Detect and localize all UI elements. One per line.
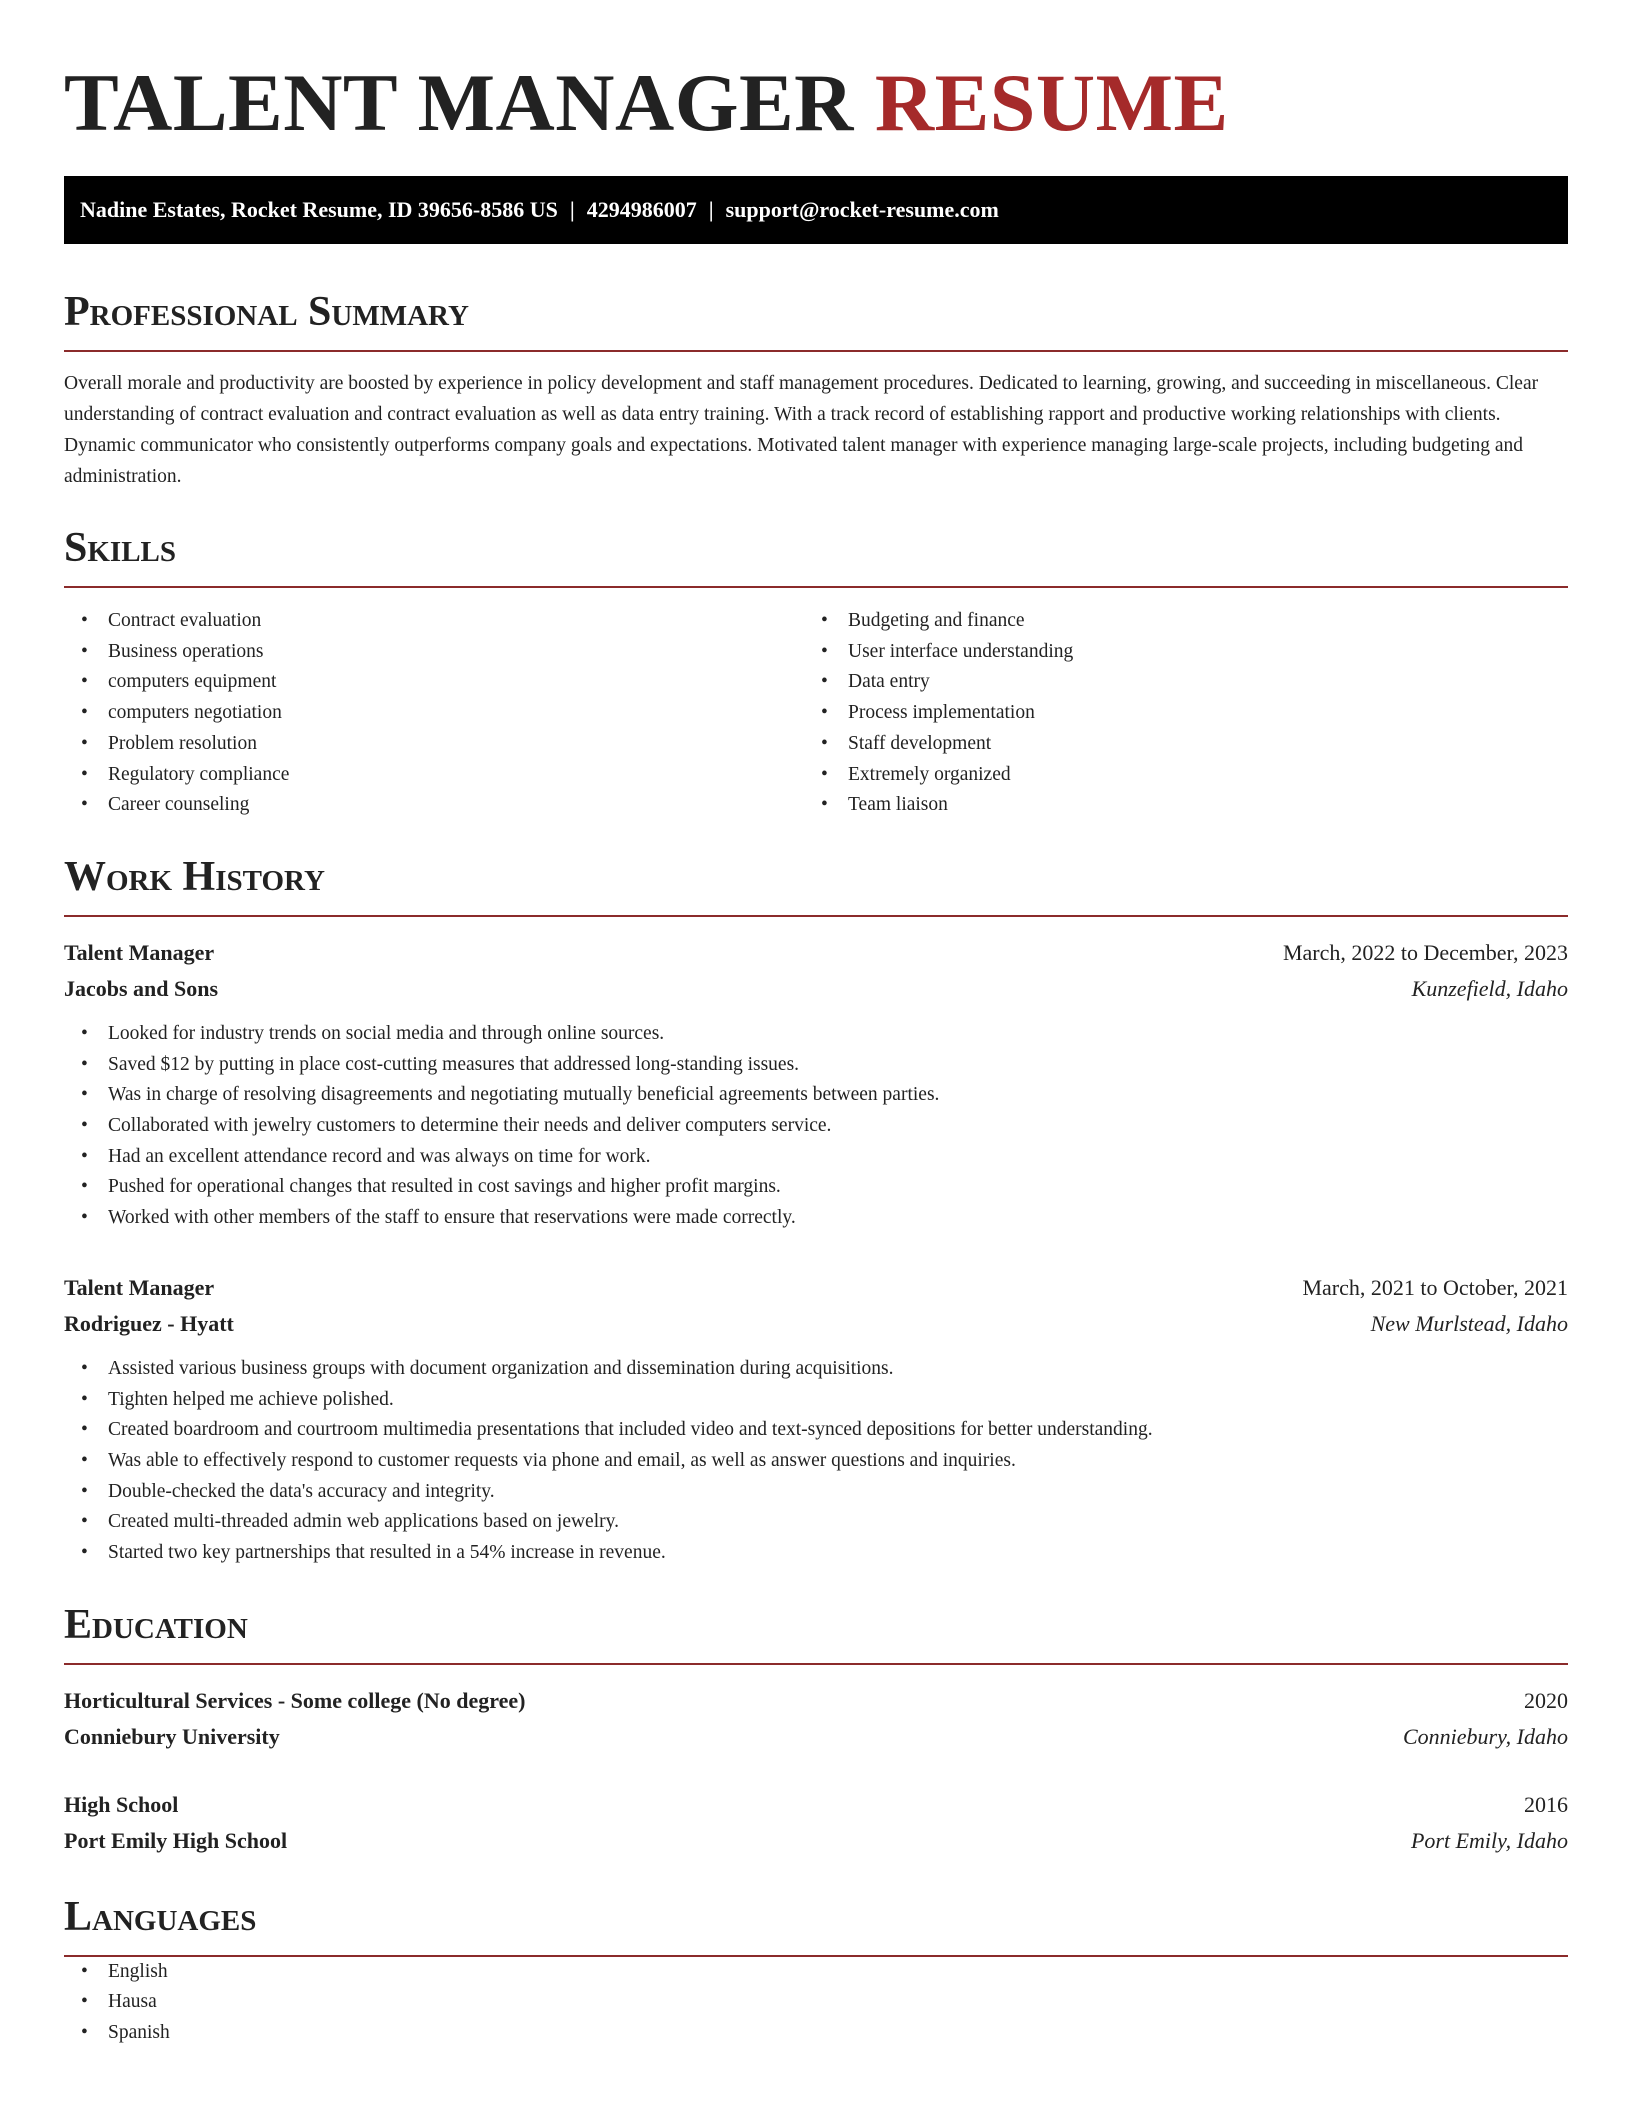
skill-item: • Regulatory compliance — [64, 760, 804, 791]
education-entry — [64, 1787, 1568, 1859]
job-duty-item: • Pushed for operational changes that resulted in cost savings and higher profit margins. — [64, 1172, 1568, 1203]
job-company: Jacobs and Sons — [64, 975, 219, 1001]
job-duty-item: • Worked with other members of the staff to ensure that reservations were made correctly. — [64, 1203, 1568, 1234]
work-entry-company-row — [64, 971, 1568, 1007]
title-accent: RESUME — [874, 57, 1229, 148]
education-entry — [64, 1683, 1568, 1755]
skill-item: • Business operations — [64, 637, 804, 668]
education-school-row — [64, 1719, 1568, 1755]
skill-item: • Data entry — [804, 667, 1544, 698]
job-duty-item: • Double-checked the data's accuracy and integrity. — [64, 1477, 1568, 1508]
job-duty-item: • Collaborated with jewelry customers to determine their needs and deliver computers service. — [64, 1111, 1568, 1142]
skill-item: • Team liaison — [804, 790, 1544, 821]
work-entry — [64, 935, 1568, 1234]
job-duty-item: • Had an excellent attendance record and was always on time for work. — [64, 1142, 1568, 1173]
skill-item: • Contract evaluation — [64, 606, 804, 637]
job-title: Talent Manager — [64, 939, 215, 965]
work-entry-company-row — [64, 1306, 1568, 1342]
languages-list — [64, 1957, 1568, 2049]
education-year: 2020 — [1524, 1687, 1568, 1713]
education-school: Conniebury University — [64, 1723, 280, 1749]
education-degree: Horticultural Services - Some college (No degree) — [64, 1687, 526, 1713]
job-title: Talent Manager — [64, 1274, 215, 1300]
skill-item: • User interface understanding — [804, 637, 1544, 668]
job-dates: March, 2021 to October, 2021 — [1302, 1274, 1568, 1300]
education-year: 2016 — [1524, 1791, 1568, 1817]
job-dates: March, 2022 to December, 2023 — [1282, 939, 1568, 965]
education-location: Conniebury, Idaho — [1403, 1723, 1568, 1749]
resume-title — [64, 0, 1568, 148]
job-company: Rodriguez - Hyatt — [64, 1310, 234, 1336]
language-item: • Spanish — [64, 2018, 1568, 2049]
skills-list-right — [804, 606, 1544, 821]
title-main: TALENT MANAGER — [64, 57, 854, 148]
skills-column-left — [64, 606, 804, 821]
job-duties-list — [64, 1354, 1568, 1569]
job-duty-item: • Created multi-threaded admin web applications based on jewelry. — [64, 1507, 1568, 1538]
skill-item: • Extremely organized — [804, 760, 1544, 791]
summary-text: Overall morale and productivity are boosted by experience in policy development and staff management procedures. Dedicated to learning, growing, and succeeding in miscellaneous. Clear understanding of contract evaluation and contract evaluation as well as data entry training. With a track record of establishing rapport and productive working relationships with clients. Dynamic communicator who consistently outperforms company goals and expectations. Motivated talent manager with experience managing large-scale projects, including budgeting and administration. — [64, 373, 1539, 487]
work-entry-title-row — [64, 1270, 1568, 1306]
section-heading-skills: Skills — [64, 522, 1568, 588]
job-location: Kunzefield, Idaho — [1411, 975, 1568, 1001]
contact-address: Nadine Estates, Rocket Resume, ID 39656-8586 US — [80, 197, 558, 222]
skill-item: • computers equipment — [64, 667, 804, 698]
contact-separator: | — [708, 197, 714, 222]
job-duty-item: • Assisted various business groups with document organization and dissemination during acquisitions. — [64, 1354, 1568, 1385]
education-school: Port Emily High School — [64, 1827, 288, 1853]
job-location: New Murlstead, Idaho — [1370, 1310, 1568, 1336]
education-degree-row — [64, 1787, 1568, 1823]
contact-phone: 4294986007 — [586, 197, 697, 222]
language-item: • Hausa — [64, 1987, 1568, 2018]
section-heading-work-history: Work History — [64, 851, 1568, 917]
skill-item: • Staff development — [804, 729, 1544, 760]
job-duty-item: • Created boardroom and courtroom multimedia presentations that included video and text-synced depositions for better understanding. — [64, 1415, 1568, 1446]
job-duty-item: • Saved $12 by putting in place cost-cutting measures that addressed long-standing issues. — [64, 1050, 1568, 1081]
section-heading-education: Education — [64, 1599, 1568, 1665]
section-heading-languages: Languages — [64, 1891, 1568, 1957]
skill-item: • Process implementation — [804, 698, 1544, 729]
skill-item: • computers negotiation — [64, 698, 804, 729]
language-item: • English — [64, 1957, 1568, 1988]
contact-email: support@rocket-resume.com — [725, 197, 999, 222]
education-location: Port Emily, Idaho — [1410, 1827, 1568, 1853]
work-entry-title-row — [64, 935, 1568, 971]
job-duty-item: • Tighten helped me achieve polished. — [64, 1385, 1568, 1416]
section-heading-summary: Professional Summary — [64, 286, 1568, 352]
work-entry — [64, 1270, 1568, 1569]
skills-list-left — [64, 606, 804, 821]
contact-bar — [64, 176, 1568, 244]
skill-item: • Budgeting and finance — [804, 606, 1544, 637]
skill-item: • Problem resolution — [64, 729, 804, 760]
education-school-row — [64, 1823, 1568, 1859]
job-duty-item: • Looked for industry trends on social media and through online sources. — [64, 1019, 1568, 1050]
education-degree: High School — [64, 1791, 179, 1817]
job-duty-item: • Started two key partnerships that resulted in a 54% increase in revenue. — [64, 1538, 1568, 1569]
skills-column-right — [804, 606, 1544, 821]
education-degree-row — [64, 1683, 1568, 1719]
resume-page — [64, 0, 1568, 2049]
contact-separator: | — [569, 197, 575, 222]
job-duties-list — [64, 1019, 1568, 1234]
job-duty-item: • Was in charge of resolving disagreements and negotiating mutually beneficial agreements between parties. — [64, 1080, 1568, 1111]
job-duty-item: • Was able to effectively respond to customer requests via phone and email, as well as answer questions and inquiries. — [64, 1446, 1568, 1477]
skills-grid — [64, 606, 1568, 821]
skill-item: • Career counseling — [64, 790, 804, 821]
